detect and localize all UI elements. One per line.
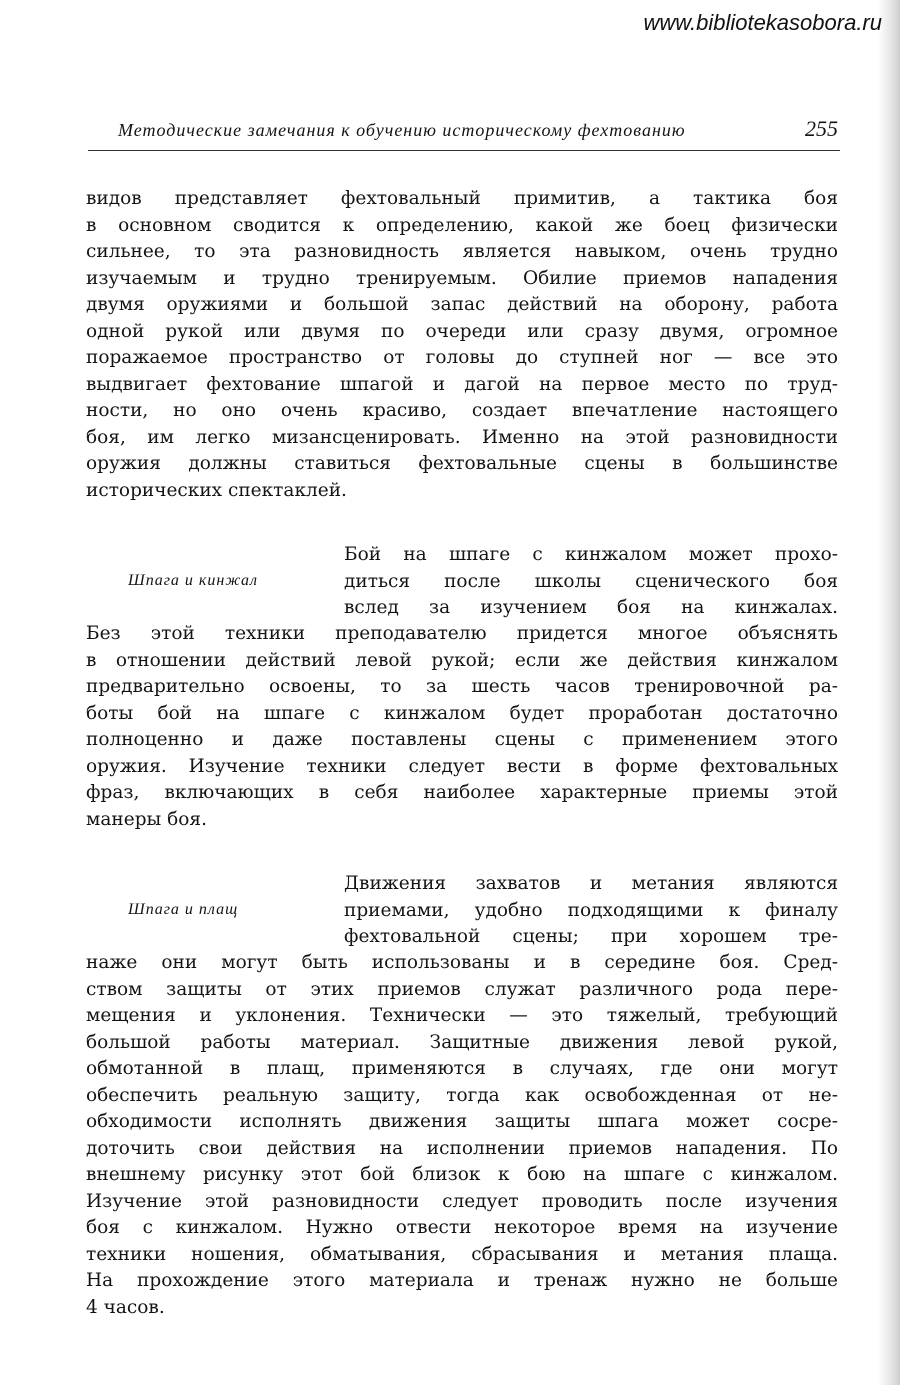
text-line: в основном сводится к определению, какой же боец физически xyxy=(86,214,838,236)
text-line: в отношении действий левой рукой; если же действия кинжалом xyxy=(86,649,838,671)
text-line: обеспечить реальную защиту, тогда как освобожденная от не- xyxy=(86,1084,838,1106)
text-line: ности, но оно очень красиво, создает впечатление настоящего xyxy=(86,400,838,421)
text-line: боя, им легко мизансценировать. Именно на этой разновидности xyxy=(86,426,838,448)
text-line: видов представляет фехтовальный примитив, а тактика боя xyxy=(86,188,838,209)
header-rule xyxy=(88,150,840,151)
text-line: манеры боя. xyxy=(86,808,207,830)
paragraph-1 xyxy=(86,186,838,504)
section-3-body xyxy=(86,950,838,1321)
text-line: одной рукой или двумя по очереди или сразу двумя, огромное xyxy=(86,320,838,342)
text-line: сильнее, то эта разновидность является навыком, очень трудно xyxy=(86,241,838,262)
text-line: обходимости исполнять движения защиты шпага может сосре- xyxy=(86,1111,838,1132)
running-title: Методические замечания к обучению историческому фехтованию xyxy=(118,120,686,140)
text-line: изучаемым и трудно тренируемым. Обилие приемов нападения xyxy=(86,267,838,289)
text-line: Изучение этой разновидности следует проводить после изучения xyxy=(86,1190,838,1212)
text-line: мещения и уклонения. Технически — это тяжелый, требующий xyxy=(86,1005,838,1026)
text-line: внешнему рисунку этот бой близок к бою на шпаге с кинжалом. xyxy=(86,1164,838,1185)
text-line: 4 часов. xyxy=(86,1296,165,1318)
text-line: предварительно освоены, то за шесть часов тренировочной ра- xyxy=(86,676,838,697)
text-line: большой работы материал. Защитные движения левой рукой, xyxy=(86,1031,838,1053)
text-line: ством защиты от этих приемов служат различного рода пере- xyxy=(86,978,838,1000)
text-line: оружия. Изучение техники следует вести в форме фехтовальных xyxy=(86,755,838,777)
text-line: Без этой техники преподавателю придется многое объяснять xyxy=(86,623,838,644)
text-line: полноценно и даже поставлены сцены с применением этого xyxy=(86,729,838,750)
text-line: вслед за изучением боя на кинжалах. xyxy=(344,597,838,618)
text-line: выдвигает фехтование шпагой и дагой на первое место по труд- xyxy=(86,373,838,395)
text-line: двумя оружиями и большой запас действий на оборону, работа xyxy=(86,294,838,315)
section-label-rapier-cloak: Шпага и плащ xyxy=(128,901,239,918)
text-line: Бой на шпаге с кинжалом может прохо- xyxy=(344,544,838,565)
watermark-url: www.bibliotekasobora.ru xyxy=(643,10,882,35)
text-line: На прохождение этого материала и тренаж нужно не больше xyxy=(86,1270,838,1291)
text-line: доточить свои действия на исполнении приемов нападения. По xyxy=(86,1137,838,1159)
text-line: техники ношения, обматывания, сбрасывания и метания плаща. xyxy=(86,1243,838,1265)
section-2-intro xyxy=(344,542,838,622)
text-line: поражаемое пространство от головы до ступней ног — все это xyxy=(86,347,838,368)
section-label-rapier-dagger: Шпага и кинжал xyxy=(128,572,258,589)
text-line: боты бой на шпаге с кинжалом будет проработан достаточно xyxy=(86,702,838,724)
text-line: наже они могут быть использованы и в середине боя. Сред- xyxy=(86,952,838,973)
page-number: 255 xyxy=(805,116,838,141)
text-line: Движения захватов и метания являются xyxy=(344,873,838,894)
text-line: обмотанной в плащ, применяются в случаях, где они могут xyxy=(86,1058,838,1079)
section-3-intro xyxy=(344,871,838,951)
text-line: исторических спектаклей. xyxy=(86,479,347,501)
text-line: боя с кинжалом. Нужно отвести некоторое время на изучение xyxy=(86,1217,838,1238)
scan-page-edge xyxy=(878,0,900,1385)
text-line: оружия должны ставиться фехтовальные сцены в большинстве xyxy=(86,453,838,474)
section-2-body xyxy=(86,621,838,833)
text-line: фраз, включающих в себя наиболее характерные приемы этой xyxy=(86,782,838,803)
text-line: фехтовальной сцены; при хорошем тре- xyxy=(344,926,838,947)
text-line: диться после школы сценического боя xyxy=(344,570,838,592)
text-line: приемами, удобно подходящими к финалу xyxy=(344,899,838,921)
